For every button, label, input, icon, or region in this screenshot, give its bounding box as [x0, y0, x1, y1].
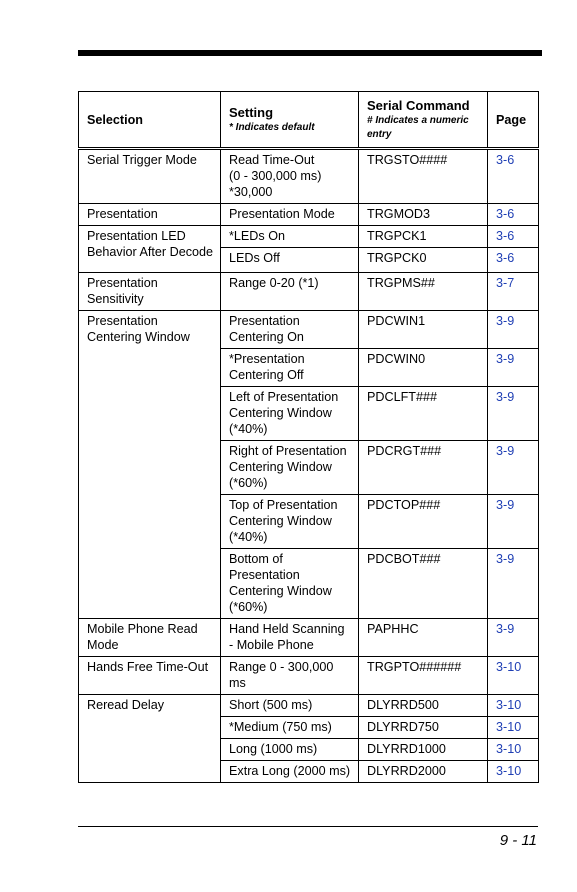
command-cell: PDCWIN0 — [359, 349, 488, 387]
page-link[interactable]: 3-10 — [496, 742, 522, 756]
page-cell — [488, 441, 539, 495]
page-link[interactable]: 3-9 — [496, 552, 515, 566]
page-cell — [488, 619, 539, 657]
page-link[interactable]: 3-10 — [496, 660, 522, 674]
setting-cell: Presentation Mode — [221, 204, 359, 226]
header-serial-command — [359, 92, 488, 149]
command-cell: PAPHHC — [359, 619, 488, 657]
command-cell: TRGPCK0 — [359, 248, 488, 273]
selection-cell: Reread Delay — [79, 695, 221, 783]
top-rule — [78, 50, 542, 56]
page-cell — [488, 273, 539, 311]
setting-cell: Short (500 ms) — [221, 695, 359, 717]
page-cell — [488, 387, 539, 441]
setting-cell: Hand Held Scanning - Mobile Phone — [221, 619, 359, 657]
page-cell — [488, 739, 539, 761]
setting-cell: *LEDs On — [221, 226, 359, 248]
header-serial-command-note: # Indicates a numeric entry — [367, 115, 469, 140]
command-cell: DLYRRD750 — [359, 717, 488, 739]
selection-cell: Presentation Centering Window — [79, 311, 221, 619]
command-cell: TRGMOD3 — [359, 204, 488, 226]
setting-cell: Top of Presentation Centering Window (*40%) — [221, 495, 359, 549]
command-cell: TRGPCK1 — [359, 226, 488, 248]
selection-cell: Presentation LED Behavior After Decode — [79, 226, 221, 273]
setting-cell: Read Time-Out (0 - 300,000 ms) *30,000 — [221, 149, 359, 204]
serial-command-table — [78, 91, 539, 783]
page-cell — [488, 226, 539, 248]
command-cell: PDCLFT### — [359, 387, 488, 441]
page-cell — [488, 657, 539, 695]
setting-cell: Presentation Centering On — [221, 311, 359, 349]
header-setting — [221, 92, 359, 149]
table-row — [79, 657, 539, 695]
page-cell — [488, 311, 539, 349]
header-row — [79, 92, 539, 149]
command-cell: PDCTOP### — [359, 495, 488, 549]
page-number: 9 - 11 — [499, 832, 537, 849]
table-row — [79, 226, 539, 248]
page-link[interactable]: 3-9 — [496, 444, 515, 458]
table-row — [79, 695, 539, 717]
setting-cell: Bottom of Presentation Centering Window (*60%) — [221, 549, 359, 619]
header-serial-command-title: Serial Command — [367, 98, 470, 113]
page-link[interactable]: 3-10 — [496, 698, 522, 712]
command-cell: TRGSTO#### — [359, 149, 488, 204]
table-row — [79, 204, 539, 226]
setting-cell: LEDs Off — [221, 248, 359, 273]
header-setting-title: Setting — [229, 105, 274, 120]
table-row — [79, 273, 539, 311]
selection-cell: Presentation Sensitivity — [79, 273, 221, 311]
page-link[interactable]: 3-9 — [496, 314, 515, 328]
table-row — [79, 619, 539, 657]
page-cell — [488, 495, 539, 549]
selection-cell: Presentation — [79, 204, 221, 226]
header-page: Page — [488, 92, 539, 149]
setting-cell: Range 0-20 (*1) — [221, 273, 359, 311]
command-cell: TRGPMS## — [359, 273, 488, 311]
command-cell: DLYRRD2000 — [359, 761, 488, 783]
page-link[interactable]: 3-9 — [496, 622, 515, 636]
setting-cell: *Medium (750 ms) — [221, 717, 359, 739]
page-cell — [488, 349, 539, 387]
selection-cell: Hands Free Time-Out — [79, 657, 221, 695]
page-link[interactable]: 3-9 — [496, 498, 515, 512]
setting-cell: Extra Long (2000 ms) — [221, 761, 359, 783]
page-link[interactable]: 3-6 — [496, 229, 515, 243]
command-cell: PDCBOT### — [359, 549, 488, 619]
bottom-rule — [78, 826, 538, 827]
page-cell — [488, 695, 539, 717]
page-cell — [488, 248, 539, 273]
selection-cell: Mobile Phone Read Mode — [79, 619, 221, 657]
page-link[interactable]: 3-9 — [496, 390, 515, 404]
page-link[interactable]: 3-10 — [496, 720, 522, 734]
setting-cell: Long (1000 ms) — [221, 739, 359, 761]
page-cell — [488, 549, 539, 619]
page-cell — [488, 717, 539, 739]
page-link[interactable]: 3-9 — [496, 352, 515, 366]
setting-cell: Left of Presentation Centering Window (*40%) — [221, 387, 359, 441]
page-link[interactable]: 3-7 — [496, 276, 515, 290]
command-cell: DLYRRD500 — [359, 695, 488, 717]
table-row — [79, 311, 539, 349]
setting-cell: Range 0 - 300,000 ms — [221, 657, 359, 695]
page-cell — [488, 204, 539, 226]
page-link[interactable]: 3-6 — [496, 207, 515, 221]
command-cell: TRGPTO###### — [359, 657, 488, 695]
page-cell — [488, 761, 539, 783]
command-cell: DLYRRD1000 — [359, 739, 488, 761]
setting-cell: *Presentation Centering Off — [221, 349, 359, 387]
command-cell: PDCWIN1 — [359, 311, 488, 349]
page-link[interactable]: 3-6 — [496, 153, 515, 167]
header-setting-note: * Indicates default — [229, 122, 315, 133]
page-link[interactable]: 3-10 — [496, 764, 522, 778]
page-link[interactable]: 3-6 — [496, 251, 515, 265]
page-cell — [488, 149, 539, 204]
command-cell: PDCRGT### — [359, 441, 488, 495]
selection-cell: Serial Trigger Mode — [79, 149, 221, 204]
setting-cell: Right of Presentation Centering Window (*60%) — [221, 441, 359, 495]
table-row — [79, 149, 539, 204]
header-selection: Selection — [79, 92, 221, 149]
